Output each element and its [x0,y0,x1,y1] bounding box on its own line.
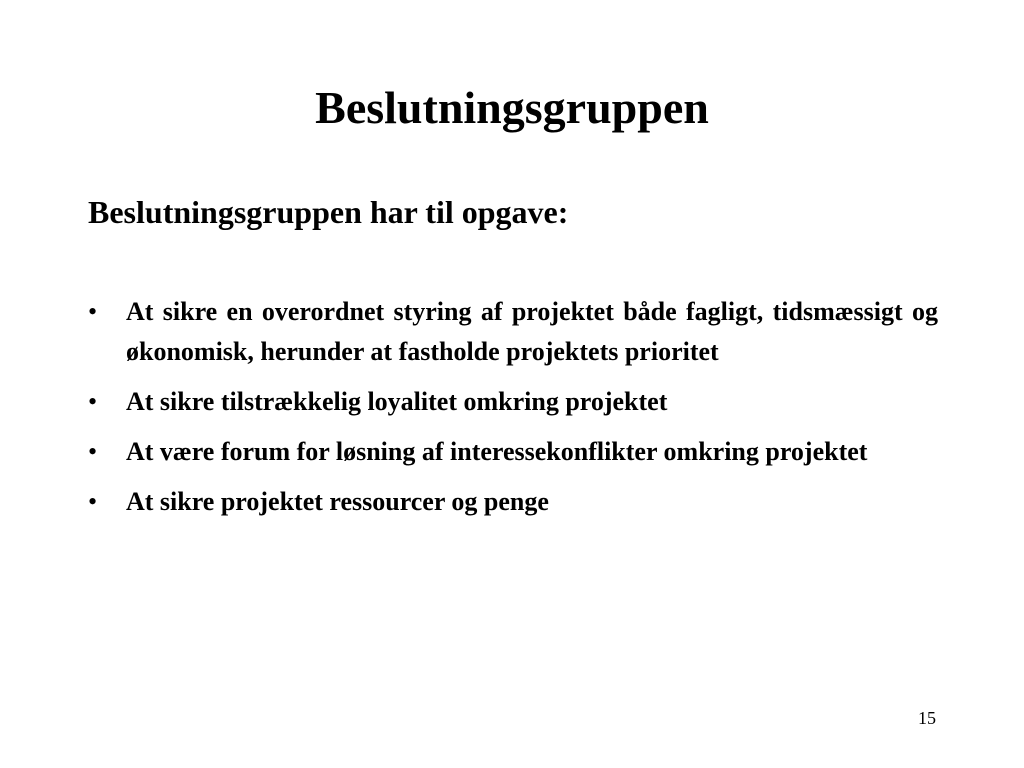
bullet-icon: • [88,297,98,326]
bullet-icon: • [88,437,98,466]
bullet-text: At være forum for løsning af interessekonflikter omkring projektet [126,437,868,466]
bullet-item [88,482,938,522]
bullet-item [88,432,938,472]
intro-heading: Beslutningsgruppen har til opgave: [88,194,569,230]
bullet-icon: • [88,487,98,516]
bullet-text: At sikre tilstrækkelig loyalitet omkring projektet [126,387,668,416]
bullet-item [88,292,938,372]
page-number: 15 [918,708,936,728]
bullet-text: At sikre projektet ressourcer og penge [126,487,549,516]
bullet-icon: • [88,387,98,416]
slide-title: Beslutningsgruppen [315,82,709,133]
bullet-item [88,382,938,422]
bullet-text: At sikre en overordnet styring af projektet både fagligt, tidsmæssigt og økonomisk, herunder at fastholde projektets prioritet [126,297,938,366]
bullet-list [88,292,938,532]
